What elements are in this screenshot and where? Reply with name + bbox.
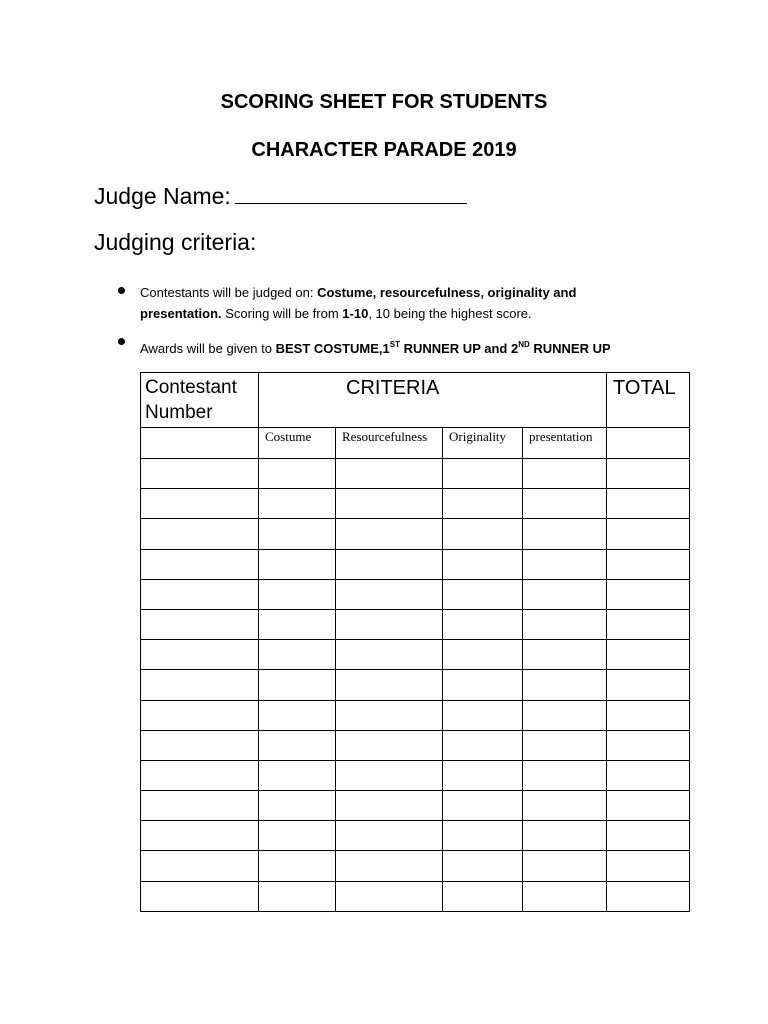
table-cell[interactable] (259, 489, 336, 519)
table-cell[interactable] (141, 730, 259, 760)
table-cell[interactable] (443, 519, 523, 549)
table-cell[interactable] (443, 549, 523, 579)
table-cell[interactable] (259, 700, 336, 730)
table-cell[interactable] (336, 489, 443, 519)
table-cell[interactable] (141, 640, 259, 670)
bullet1-criteria-list: Costume, resourcefulness, originality and presentation. (140, 285, 577, 321)
bullet1-prefix: Contestants will be judged on: (140, 285, 318, 300)
table-cell[interactable] (523, 851, 607, 881)
bullet2-sup1: ST (389, 340, 400, 349)
criteria-bullet-2 (140, 334, 640, 359)
table-cell[interactable] (336, 700, 443, 730)
table-cell[interactable] (259, 549, 336, 579)
presentation-header: presentation (523, 428, 607, 459)
table-cell[interactable] (607, 459, 690, 489)
judge-name-blank-line (235, 185, 467, 204)
table-cell[interactable] (141, 428, 259, 459)
table-cell[interactable] (607, 700, 690, 730)
table-cell[interactable] (523, 730, 607, 760)
table-cell[interactable] (607, 609, 690, 639)
table-row (141, 851, 690, 881)
table-cell[interactable] (259, 459, 336, 489)
table-cell[interactable] (259, 730, 336, 760)
table-cell[interactable] (336, 851, 443, 881)
table-cell[interactable] (523, 579, 607, 609)
contestant-number-header: Contestant Number (141, 373, 259, 428)
event-title: CHARACTER PARADE 2019 (251, 139, 517, 161)
table-cell[interactable] (259, 821, 336, 851)
bullet-icon (118, 287, 125, 294)
judging-criteria-heading: Judging criteria: (94, 229, 257, 255)
table-cell[interactable] (607, 730, 690, 760)
bullet1-suffix: , 10 being the highest score. (368, 306, 532, 321)
table-cell[interactable] (607, 428, 690, 459)
table-row (141, 821, 690, 851)
sheet-title: SCORING SHEET FOR STUDENTS (220, 91, 548, 113)
table-cell[interactable] (523, 791, 607, 821)
table-cell[interactable] (336, 549, 443, 579)
table-cell[interactable] (141, 851, 259, 881)
score-rows (141, 459, 690, 912)
table-cell[interactable] (336, 579, 443, 609)
table-header-row (141, 373, 690, 428)
table-row (141, 640, 690, 670)
bullet2-best: BEST COSTUME,1 (275, 341, 390, 356)
table-row (141, 670, 690, 700)
table-cell[interactable] (141, 791, 259, 821)
table-cell[interactable] (443, 459, 523, 489)
costume-header: Costume (259, 428, 336, 459)
table-cell[interactable] (443, 730, 523, 760)
table-cell[interactable] (259, 881, 336, 911)
table-cell[interactable] (443, 881, 523, 911)
table-cell[interactable] (523, 459, 607, 489)
table-row (141, 459, 690, 489)
table-cell[interactable] (607, 549, 690, 579)
table-cell[interactable] (141, 519, 259, 549)
table-cell[interactable] (523, 670, 607, 700)
table-cell[interactable] (141, 760, 259, 790)
bullet2-sup2: ND (518, 340, 530, 349)
table-cell[interactable] (259, 670, 336, 700)
table-cell[interactable] (607, 640, 690, 670)
table-cell[interactable] (443, 700, 523, 730)
table-cell[interactable] (141, 670, 259, 700)
table-row (141, 519, 690, 549)
table-cell[interactable] (141, 700, 259, 730)
table-cell[interactable] (523, 881, 607, 911)
table-cell[interactable] (607, 881, 690, 911)
table-cell[interactable] (523, 519, 607, 549)
table-cell[interactable] (523, 609, 607, 639)
table-cell[interactable] (443, 760, 523, 790)
table-cell[interactable] (336, 760, 443, 790)
table-cell[interactable] (607, 791, 690, 821)
table-cell[interactable] (607, 670, 690, 700)
table-cell[interactable] (259, 640, 336, 670)
table-cell[interactable] (607, 579, 690, 609)
table-cell[interactable] (259, 760, 336, 790)
table-cell[interactable] (443, 489, 523, 519)
bullet-icon (118, 338, 125, 345)
table-cell[interactable] (607, 821, 690, 851)
table-row (141, 579, 690, 609)
table-row (141, 760, 690, 790)
table-cell[interactable] (607, 851, 690, 881)
table-cell[interactable] (443, 791, 523, 821)
table-cell[interactable] (336, 791, 443, 821)
table-cell[interactable] (523, 760, 607, 790)
table-cell[interactable] (336, 821, 443, 851)
table-cell[interactable] (443, 670, 523, 700)
table-row (141, 489, 690, 519)
table-cell[interactable] (523, 640, 607, 670)
table-cell[interactable] (141, 549, 259, 579)
table-cell[interactable] (259, 791, 336, 821)
table-cell[interactable] (141, 459, 259, 489)
resourcefulness-header: Resourcefulness (336, 428, 443, 459)
bullet2-runner1: RUNNER UP and 2 (399, 341, 519, 356)
originality-header: Originality (443, 428, 523, 459)
table-cell[interactable] (336, 609, 443, 639)
table-cell[interactable] (259, 851, 336, 881)
table-cell[interactable] (141, 881, 259, 911)
table-cell[interactable] (259, 519, 336, 549)
table-cell[interactable] (336, 670, 443, 700)
table-cell[interactable] (443, 640, 523, 670)
table-cell[interactable] (443, 851, 523, 881)
table-cell[interactable] (443, 579, 523, 609)
table-cell[interactable] (523, 821, 607, 851)
table-cell[interactable] (607, 519, 690, 549)
judge-name-field (94, 183, 467, 210)
table-cell[interactable] (607, 489, 690, 519)
table-cell[interactable] (443, 609, 523, 639)
table-cell[interactable] (336, 730, 443, 760)
table-cell[interactable] (141, 821, 259, 851)
bullet1-middle: Scoring will be from (221, 306, 343, 321)
table-row (141, 700, 690, 730)
table-cell[interactable] (607, 760, 690, 790)
table-row (141, 730, 690, 760)
criteria-bullet-1 (140, 282, 640, 324)
table-cell[interactable] (336, 881, 443, 911)
table-cell[interactable] (336, 640, 443, 670)
table-subheader-row (141, 428, 690, 459)
table-cell[interactable] (443, 821, 523, 851)
table-row (141, 549, 690, 579)
judge-name-label: Judge Name: (94, 183, 231, 209)
table-row (141, 881, 690, 911)
total-header: TOTAL (607, 373, 690, 428)
table-cell[interactable] (141, 609, 259, 639)
table-cell[interactable] (523, 549, 607, 579)
table-cell[interactable] (336, 519, 443, 549)
criteria-header: CRITERIA (259, 373, 607, 428)
table-cell[interactable] (523, 489, 607, 519)
table-cell[interactable] (336, 459, 443, 489)
table-row (141, 609, 690, 639)
bullet2-prefix: Awards will be given to (140, 341, 276, 356)
table-cell[interactable] (141, 489, 259, 519)
table-cell[interactable] (259, 609, 336, 639)
table-cell[interactable] (259, 579, 336, 609)
scoring-table (140, 372, 690, 912)
bullet1-range: 1-10 (342, 306, 369, 321)
table-cell[interactable] (141, 579, 259, 609)
table-row (141, 791, 690, 821)
table-cell[interactable] (523, 700, 607, 730)
bullet2-runner2: RUNNER UP (529, 341, 611, 356)
